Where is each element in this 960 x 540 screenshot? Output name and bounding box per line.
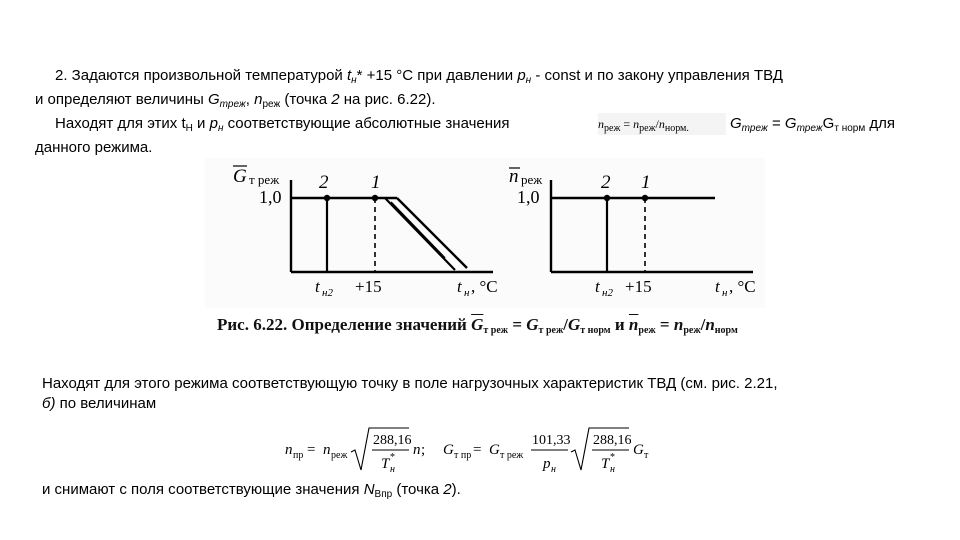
right-label-2: 2 bbox=[601, 172, 611, 193]
f2-eq: = bbox=[473, 442, 482, 458]
right-ylabel-sub: реж bbox=[521, 172, 543, 187]
f2-g: G bbox=[489, 442, 500, 458]
paragraph-2-line-1b: $G_{треж} = G_{треж}G_{т норм}$ для bbox=[730, 115, 896, 134]
f2-g-sub: т реж bbox=[500, 450, 524, 461]
f1-den-sup: * bbox=[390, 452, 395, 463]
f2-lhs-sub: т пр bbox=[454, 450, 472, 461]
paragraph-4: и снимают с поля соответствующие значения $N_{Впр}$ (точка 2). bbox=[42, 481, 461, 500]
paragraph-3-line-2: б) по величинам bbox=[42, 395, 157, 412]
f1-num: 288,16 bbox=[373, 433, 412, 448]
formula-svg bbox=[283, 424, 668, 476]
left-x-tn2-sub: н2 bbox=[322, 287, 333, 299]
f1-lhs: n bbox=[285, 442, 293, 458]
right-label-1: 1 bbox=[641, 172, 651, 193]
left-x-axis-sub: н bbox=[464, 287, 470, 299]
f2-num1: 101,33 bbox=[532, 433, 571, 448]
left-ytick: 1,0 bbox=[259, 187, 282, 207]
right-point-2 bbox=[604, 195, 610, 201]
left-label-1: 1 bbox=[371, 172, 381, 193]
f2-num2: 288,16 bbox=[593, 433, 632, 448]
left-ylabel: G bbox=[233, 166, 247, 187]
left-x-plus15: +15 bbox=[355, 277, 382, 296]
right-ytick: 1,0 bbox=[517, 187, 540, 207]
figure-caption: Рис. 6.22. Определение значений $\overline{G}_{т реж} = G_{т реж}/G_{т норм}$ и $\overline{n}_{реж} = n_{реж}/n_{норм}$ bbox=[217, 315, 738, 336]
right-point-1 bbox=[642, 195, 648, 201]
paragraph-1-line-1: 2. Задаются произвольной температурой $t_н* +15$ °С при давлении $p_н$ - const и по закону управления ТВД bbox=[55, 67, 783, 86]
f1-semi: ; bbox=[421, 442, 426, 458]
right-ylabel: n bbox=[509, 166, 519, 187]
left-x-tn2: t bbox=[315, 277, 320, 296]
f1-den-sub: н bbox=[390, 464, 395, 475]
f2-tail: G bbox=[633, 442, 644, 458]
right-x-tn2-sub: н2 bbox=[602, 287, 613, 299]
f2-den2-sub: н bbox=[610, 464, 615, 475]
left-x-axis-label: t bbox=[457, 277, 462, 296]
f2-den1: p bbox=[543, 456, 551, 472]
f1-eq: = bbox=[307, 442, 316, 458]
f2-den2-sup: * bbox=[610, 452, 615, 463]
right-x-axis-sub: н bbox=[722, 287, 728, 299]
left-x-unit: , °C bbox=[471, 277, 498, 296]
right-x-plus15: +15 bbox=[625, 277, 652, 296]
paragraph-2-line-1a: Находят для этих $t_Н$ и $p_н$ соответствующие абсолютные значения bbox=[55, 115, 510, 134]
right-x-axis-label: t bbox=[715, 277, 720, 296]
figure-6-22 bbox=[205, 158, 765, 346]
left-ylabel-sub: т реж bbox=[249, 172, 280, 187]
f1-lhs-sub: пр bbox=[293, 450, 304, 461]
left-point-1 bbox=[372, 195, 378, 201]
left-label-2: 2 bbox=[319, 172, 329, 193]
right-x-tn2: t bbox=[595, 277, 600, 296]
inline-formula-n-ratio: $n_{реж} = n_{реж}/n_{норм.}$ bbox=[598, 113, 726, 135]
paragraph-1-line-2: и определяют величины $G_{треж}$, $n_{реж}$ (точка 2 на рис. 6.22). bbox=[35, 91, 436, 110]
paragraph-3-line-1: Находят для этого режима соответствующую точку в поле нагрузочных характеристик ТВД (см. рис. 2.21, bbox=[42, 375, 778, 392]
right-x-unit: , °C bbox=[729, 277, 756, 296]
f2-den1-sub: н bbox=[551, 464, 556, 475]
left-point-2 bbox=[324, 195, 330, 201]
f2-den2: T bbox=[601, 456, 610, 472]
paragraph-2-line-2: данного режима. bbox=[35, 139, 153, 156]
f1-n: n bbox=[323, 442, 331, 458]
f1-n-sub: реж bbox=[331, 450, 348, 461]
f2-tail-sub: т bbox=[644, 450, 649, 461]
f1-tail: n bbox=[413, 442, 421, 458]
formula-block bbox=[283, 424, 668, 476]
f2-lhs: G bbox=[443, 442, 454, 458]
f1-den: T bbox=[381, 456, 390, 472]
